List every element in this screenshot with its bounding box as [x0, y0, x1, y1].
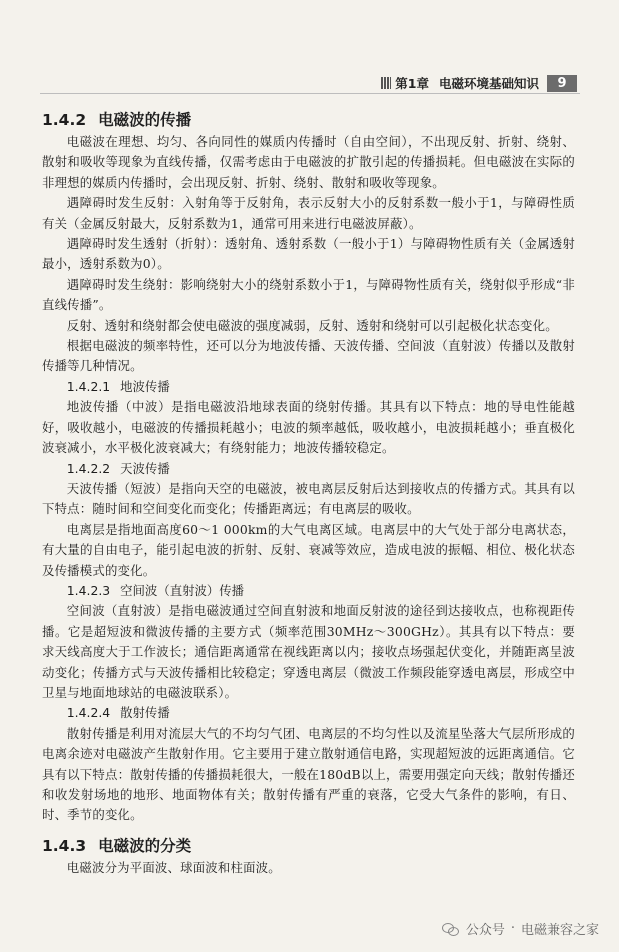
subsection-heading-1-4-2-3	[42, 581, 575, 601]
paragraph: 反射、透射和绕射都会使电磁波的强度减弱，反射、透射和绕射可以引起极化状态变化。	[66, 317, 558, 333]
paragraph: 地波传播（中波）是指电磁波沿地球表面的绕射传播。其具有以下特点：地的导电性能越好，吸收越小，电磁波的传播损耗越小；电波的频率越低，吸收越小，电波损耗越小；垂直极化波衰减小，水平极化波衰减大；有绕射能力；地波传播较稳定。	[42, 399, 575, 456]
page-number: 9	[547, 75, 577, 92]
subsection-number: 1.4.2.4	[66, 705, 111, 721]
chapter-title: 电磁环境基础知识	[438, 76, 539, 91]
subsection-number: 1.4.2.1	[66, 378, 111, 394]
watermark-account-name: 电磁兼容之家	[520, 923, 599, 938]
book-icon	[381, 77, 391, 89]
section-heading-1-4-2	[42, 108, 575, 132]
subsection-title: 地波传播	[120, 378, 170, 394]
paragraph: 电离层是指地面高度60～1 000km的大气电离区域。电离层中的大气处于部分电离状态，有大量的自由电子，能引起电波的折射、反射、衰减等效应，造成电波的振幅、相位、极化状态及传播模式的变化。	[42, 521, 575, 578]
paragraph: 遇障碍时发生反射：入射角等于反射角，表示反射大小的反射系数一般小于1，与障碍性质有关（金属反射最大，反射系数为1，通常可用来进行电磁波屏蔽）。	[42, 195, 575, 231]
wechat-watermark	[442, 919, 599, 938]
wechat-icon	[442, 922, 460, 936]
paragraph: 电磁波在理想、均匀、各向同性的媒质内传播时（自由空间），不出现反射、折射、绕射、散射和吸收等现象为直线传播，仅需考虑由于电磁波的扩散引起的传播损耗。但电磁波在实际的非理想的媒质内传播时，会出现反射、折射、绕射、散射和吸收等现象。	[42, 134, 575, 190]
subsection-heading-1-4-2-4	[42, 703, 575, 723]
section-number: 1.4.2	[42, 111, 87, 129]
page-body	[42, 108, 575, 878]
paragraph: 天波传播（短波）是指向天空的电磁波，被电离层反射后达到接收点的传播方式。其具有以下特点：随时间和空间变化而变化；传播距离远；有电离层的吸收。	[42, 480, 575, 517]
section-heading-1-4-3	[42, 834, 575, 858]
running-header	[370, 72, 577, 94]
subsection-heading-1-4-2-2	[42, 459, 575, 479]
paragraph: 根据电磁波的频率特性，还可以分为地波传播、天波传播、空间波（直射波）传播以及散射传播等几种情况。	[42, 338, 575, 374]
subsection-number: 1.4.2.2	[66, 460, 111, 476]
section-title: 电磁波的分类	[98, 836, 192, 855]
paragraph: 散射传播是利用对流层大气的不均匀气团、电离层的不均匀性以及流星坠落大气层所形成的电离余迹对电磁波产生散射作用。它主要用于建立散射通信电路，实现超短波的远距离通信。它具有以下特点：散射传播的传播损耗很大，一般在180dB以上，需要用强定向天线；散射传播还和收发射场地的地形、地面物体有关；散射传播有严重的衰落，它受大气条件的影响，有日、时、季节的变化。	[42, 725, 575, 823]
paragraph: 遇障碍时发生绕射：影响绕射大小的绕射系数小于1，与障碍物性质有关，绕射似乎形成“非直线传播”。	[42, 276, 575, 313]
watermark-prefix: 公众号	[465, 923, 505, 938]
watermark-separator: ·	[510, 921, 515, 936]
paragraph: 电磁波分为平面波、球面波和柱面波。	[66, 859, 281, 875]
subsection-title: 天波传播	[120, 460, 170, 476]
header-divider	[40, 93, 580, 94]
section-title: 电磁波的传播	[98, 111, 192, 129]
subsection-number: 1.4.2.3	[66, 582, 111, 598]
paragraph: 空间波（直射波）是指电磁波通过空间直射波和地面反射波的途径到达接收点，也称视距传播。它是超短波和微波传播的主要方式（频率范围30MHz～300GHz）。其具有以下特点：要求天线高度大于工作波长；通信距离通常在视线距离以内；接收点场强起伏变化，并随距离呈波动变化；传播方式与天波传播相比较稳定；穿透电离层（微波工作频段能穿透电离层，形成空中卫星与地面地球站的电磁波联系）。	[42, 603, 575, 700]
paragraph: 遇障碍时发生透射（折射）：透射角、透射系数（一般小于1）与障碍物性质有关（金属透射最小，透射系数为0）。	[42, 236, 575, 272]
subsection-title: 散射传播	[120, 705, 170, 721]
subsection-title: 空间波（直射波）传播	[120, 582, 245, 598]
section-number: 1.4.3	[42, 836, 87, 855]
subsection-heading-1-4-2-1	[42, 377, 575, 397]
chapter-label: 第1章	[395, 76, 429, 91]
